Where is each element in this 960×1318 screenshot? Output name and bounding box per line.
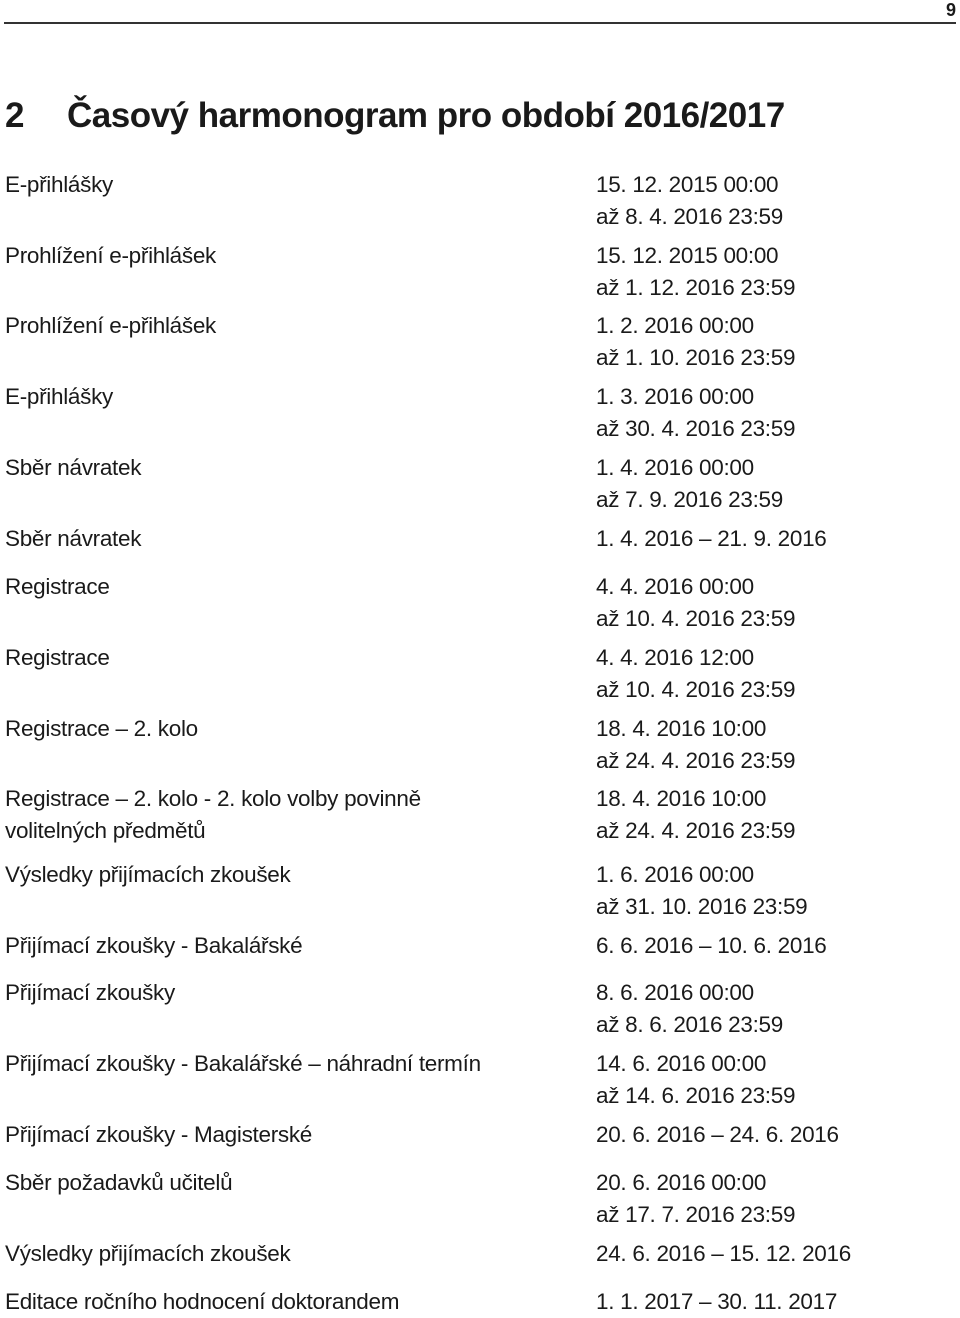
schedule-label: E-přihlášky bbox=[5, 384, 113, 409]
schedule-label: Registrace bbox=[5, 645, 110, 670]
date-line: 1. 4. 2016 00:00 bbox=[596, 455, 754, 480]
date-line: 1. 1. 2017 – 30. 11. 2017 bbox=[596, 1289, 838, 1314]
date-line: až 24. 4. 2016 23:59 bbox=[596, 748, 796, 773]
schedule-dates bbox=[596, 381, 795, 445]
schedule-dates bbox=[596, 523, 827, 555]
schedule-label: E-přihlášky bbox=[5, 172, 113, 197]
date-line: 14. 6. 2016 00:00 bbox=[596, 1051, 767, 1076]
section-title: Časový harmonogram pro období 2016/2017 bbox=[67, 96, 785, 135]
schedule-dates bbox=[596, 240, 795, 304]
schedule-dates bbox=[596, 783, 795, 847]
date-line: 1. 6. 2016 00:00 bbox=[596, 862, 754, 887]
date-line: 1. 4. 2016 – 21. 9. 2016 bbox=[596, 526, 827, 551]
schedule-label: Registrace – 2. kolo bbox=[5, 716, 198, 741]
schedule-label: Editace ročního hodnocení doktorandem bbox=[5, 1289, 400, 1314]
date-line: až 8. 4. 2016 23:59 bbox=[596, 204, 783, 229]
schedule-dates bbox=[596, 713, 795, 777]
schedule-label: Výsledky přijímacích zkoušek bbox=[5, 862, 291, 887]
date-line: 4. 4. 2016 00:00 bbox=[596, 574, 754, 599]
schedule-dates bbox=[596, 310, 795, 374]
schedule-dates bbox=[596, 1286, 837, 1318]
page-number: 9 bbox=[945, 0, 956, 20]
date-line: 18. 4. 2016 10:00 bbox=[596, 786, 767, 811]
date-line: 20. 6. 2016 – 24. 6. 2016 bbox=[596, 1122, 839, 1147]
schedule-label: Přijímací zkoušky - Magisterské bbox=[5, 1122, 313, 1147]
schedule-dates bbox=[596, 1238, 851, 1270]
schedule-label: Registrace – 2. kolo - 2. kolo volby povinně volitelných předmětů bbox=[5, 786, 421, 843]
schedule-label: Sběr návratek bbox=[5, 526, 142, 551]
schedule-dates bbox=[596, 930, 827, 962]
schedule-dates bbox=[596, 169, 783, 233]
schedule-label: Prohlížení e-přihlášek bbox=[5, 243, 217, 268]
section-heading bbox=[5, 96, 785, 136]
schedule-dates bbox=[596, 452, 783, 516]
schedule-dates bbox=[596, 1048, 795, 1112]
schedule-dates bbox=[596, 1119, 839, 1151]
date-line: 6. 6. 2016 – 10. 6. 2016 bbox=[596, 933, 827, 958]
date-line: 4. 4. 2016 12:00 bbox=[596, 645, 754, 670]
date-line: 15. 12. 2015 00:00 bbox=[596, 243, 779, 268]
date-line: až 10. 4. 2016 23:59 bbox=[596, 677, 796, 702]
schedule-dates bbox=[596, 859, 807, 923]
date-line: až 1. 12. 2016 23:59 bbox=[596, 275, 796, 300]
schedule-dates bbox=[596, 977, 783, 1041]
date-line: až 14. 6. 2016 23:59 bbox=[596, 1083, 796, 1108]
date-line: až 24. 4. 2016 23:59 bbox=[596, 818, 796, 843]
header-rule bbox=[4, 22, 956, 24]
schedule-dates bbox=[596, 642, 795, 706]
date-line: 15. 12. 2015 00:00 bbox=[596, 172, 779, 197]
date-line: 1. 3. 2016 00:00 bbox=[596, 384, 754, 409]
section-number: 2 bbox=[5, 96, 24, 135]
schedule-label: Sběr požadavků učitelů bbox=[5, 1170, 233, 1195]
date-line: 18. 4. 2016 10:00 bbox=[596, 716, 767, 741]
date-line: až 10. 4. 2016 23:59 bbox=[596, 606, 796, 631]
date-line: až 30. 4. 2016 23:59 bbox=[596, 416, 796, 441]
date-line: 8. 6. 2016 00:00 bbox=[596, 980, 754, 1005]
date-line: až 1. 10. 2016 23:59 bbox=[596, 345, 796, 370]
date-line: až 8. 6. 2016 23:59 bbox=[596, 1012, 783, 1037]
schedule-label: Výsledky přijímacích zkoušek bbox=[5, 1241, 291, 1266]
schedule-label: Přijímací zkoušky - Bakalářské – náhradní termín bbox=[5, 1051, 481, 1076]
schedule-label: Přijímací zkoušky bbox=[5, 980, 175, 1005]
schedule-label: Přijímací zkoušky - Bakalářské bbox=[5, 933, 303, 958]
schedule-label: Registrace bbox=[5, 574, 110, 599]
date-line: 20. 6. 2016 00:00 bbox=[596, 1170, 767, 1195]
date-line: 1. 2. 2016 00:00 bbox=[596, 313, 754, 338]
date-line: až 17. 7. 2016 23:59 bbox=[596, 1202, 796, 1227]
date-line: 24. 6. 2016 – 15. 12. 2016 bbox=[596, 1241, 851, 1266]
schedule-label: Sběr návratek bbox=[5, 455, 142, 480]
schedule-label: Prohlížení e-přihlášek bbox=[5, 313, 217, 338]
schedule-dates bbox=[596, 571, 795, 635]
date-line: až 31. 10. 2016 23:59 bbox=[596, 894, 808, 919]
date-line: až 7. 9. 2016 23:59 bbox=[596, 487, 783, 512]
schedule-dates bbox=[596, 1167, 795, 1231]
